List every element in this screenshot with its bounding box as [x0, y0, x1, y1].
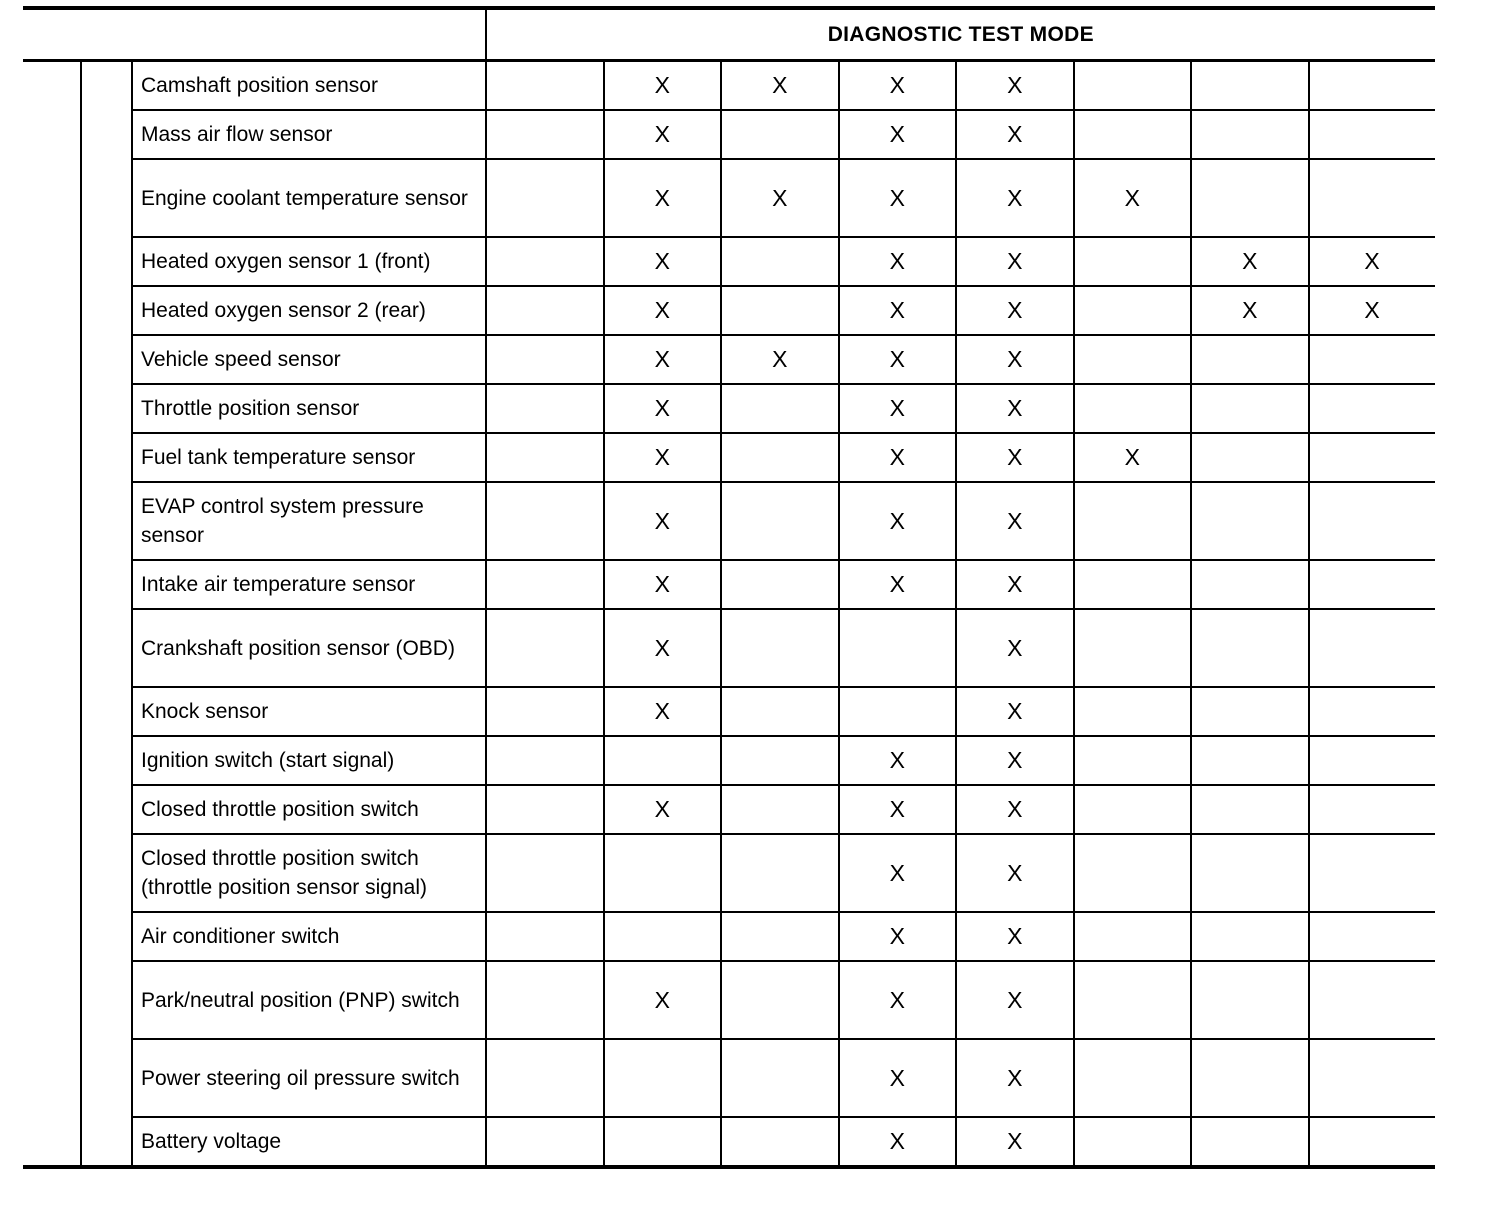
mode-cell-5: X [956, 1039, 1074, 1117]
mode-cell-2: X [604, 159, 722, 237]
table-row [23, 912, 1435, 961]
mode-cell-7 [1191, 785, 1309, 834]
mode-cell-3 [721, 1039, 839, 1117]
mode-cell-4: X [839, 384, 957, 433]
mode-cell-4: X [839, 159, 957, 237]
mode-cell-7 [1191, 834, 1309, 912]
item-label: Park/neutral position (PNP) switch [132, 961, 486, 1039]
mode-cell-1 [486, 1117, 604, 1167]
mode-cell-8 [1309, 110, 1435, 159]
mode-cell-5: X [956, 560, 1074, 609]
header-row [23, 8, 1435, 61]
mode-cell-5: X [956, 609, 1074, 687]
mode-cell-3 [721, 834, 839, 912]
item-label: Air conditioner switch [132, 912, 486, 961]
mode-cell-1 [486, 785, 604, 834]
mode-cell-4: X [839, 286, 957, 335]
mode-cell-3 [721, 961, 839, 1039]
mode-cell-3: X [721, 61, 839, 111]
mode-cell-8 [1309, 1117, 1435, 1167]
mode-cell-2: X [604, 609, 722, 687]
mode-cell-2: X [604, 110, 722, 159]
mode-cell-5: X [956, 736, 1074, 785]
mode-cell-2 [604, 1117, 722, 1167]
mode-cell-3 [721, 384, 839, 433]
item-label: Closed throttle position switch [132, 785, 486, 834]
mode-cell-5: X [956, 61, 1074, 111]
mode-cell-5: X [956, 384, 1074, 433]
mode-cell-2 [604, 834, 722, 912]
mode-cell-3: X [721, 335, 839, 384]
mode-cell-8: X [1309, 237, 1435, 286]
mode-cell-8 [1309, 834, 1435, 912]
mode-cell-3 [721, 736, 839, 785]
item-label: Fuel tank temperature sensor [132, 433, 486, 482]
mode-cell-5: X [956, 1117, 1074, 1167]
mode-cell-7 [1191, 560, 1309, 609]
header-blank-cell [23, 8, 486, 61]
mode-cell-2 [604, 912, 722, 961]
mode-cell-8 [1309, 482, 1435, 560]
mode-cell-8 [1309, 433, 1435, 482]
mode-cell-4: X [839, 1117, 957, 1167]
mode-cell-2: X [604, 433, 722, 482]
mode-cell-3 [721, 286, 839, 335]
mode-cell-2: X [604, 286, 722, 335]
mode-cell-7 [1191, 384, 1309, 433]
item-label: Engine coolant temperature sensor [132, 159, 486, 237]
mode-cell-3 [721, 110, 839, 159]
mode-cell-6 [1074, 912, 1192, 961]
mode-cell-4: X [839, 834, 957, 912]
mode-cell-5: X [956, 834, 1074, 912]
item-label: Heated oxygen sensor 1 (front) [132, 237, 486, 286]
mode-cell-3 [721, 1117, 839, 1167]
table-row [23, 560, 1435, 609]
mode-cell-8 [1309, 687, 1435, 736]
mode-cell-7 [1191, 912, 1309, 961]
item-label: EVAP control system pressure sensor [132, 482, 486, 560]
diagnostic-test-mode-header: DIAGNOSTIC TEST MODE [486, 8, 1435, 61]
mode-cell-8: X [1309, 286, 1435, 335]
mode-cell-6 [1074, 237, 1192, 286]
mode-cell-7 [1191, 961, 1309, 1039]
mode-cell-4: X [839, 736, 957, 785]
mode-cell-7 [1191, 482, 1309, 560]
group-column-outer [23, 61, 81, 1168]
mode-cell-1 [486, 482, 604, 560]
item-label: Camshaft position sensor [132, 61, 486, 111]
mode-cell-1 [486, 961, 604, 1039]
mode-cell-2: X [604, 335, 722, 384]
mode-cell-1 [486, 560, 604, 609]
table-row [23, 961, 1435, 1039]
mode-cell-2: X [604, 687, 722, 736]
mode-cell-2: X [604, 482, 722, 560]
group-column-inner [81, 61, 132, 1168]
mode-cell-6 [1074, 1039, 1192, 1117]
mode-cell-6 [1074, 834, 1192, 912]
mode-cell-1 [486, 736, 604, 785]
mode-cell-7 [1191, 433, 1309, 482]
mode-cell-1 [486, 286, 604, 335]
mode-cell-6 [1074, 736, 1192, 785]
mode-cell-4: X [839, 61, 957, 111]
mode-cell-5: X [956, 110, 1074, 159]
mode-cell-8 [1309, 1039, 1435, 1117]
mode-cell-6 [1074, 110, 1192, 159]
mode-cell-6: X [1074, 159, 1192, 237]
table-row [23, 609, 1435, 687]
mode-cell-7 [1191, 609, 1309, 687]
mode-cell-1 [486, 237, 604, 286]
mode-cell-7 [1191, 335, 1309, 384]
mode-cell-6 [1074, 61, 1192, 111]
mode-cell-4 [839, 609, 957, 687]
mode-cell-6 [1074, 560, 1192, 609]
mode-cell-4: X [839, 433, 957, 482]
table-row [23, 61, 1435, 111]
mode-cell-1 [486, 159, 604, 237]
table-row [23, 785, 1435, 834]
item-label: Closed throttle position switch (throttle position sensor signal) [132, 834, 486, 912]
mode-cell-1 [486, 110, 604, 159]
mode-cell-1 [486, 609, 604, 687]
mode-cell-1 [486, 384, 604, 433]
mode-cell-5: X [956, 482, 1074, 560]
mode-cell-2: X [604, 785, 722, 834]
mode-cell-7 [1191, 736, 1309, 785]
mode-cell-5: X [956, 286, 1074, 335]
mode-cell-5: X [956, 912, 1074, 961]
table-row [23, 736, 1435, 785]
table-row [23, 687, 1435, 736]
mode-cell-4: X [839, 912, 957, 961]
mode-cell-8 [1309, 384, 1435, 433]
mode-cell-8 [1309, 335, 1435, 384]
mode-cell-1 [486, 1039, 604, 1117]
mode-cell-7 [1191, 1039, 1309, 1117]
table-body [23, 8, 1435, 1167]
mode-cell-1 [486, 433, 604, 482]
mode-cell-2: X [604, 237, 722, 286]
mode-cell-4 [839, 687, 957, 736]
mode-cell-2 [604, 736, 722, 785]
mode-cell-8 [1309, 912, 1435, 961]
mode-cell-2: X [604, 560, 722, 609]
mode-cell-4: X [839, 1039, 957, 1117]
mode-cell-6 [1074, 687, 1192, 736]
mode-cell-7 [1191, 1117, 1309, 1167]
mode-cell-8 [1309, 159, 1435, 237]
mode-cell-3 [721, 912, 839, 961]
mode-cell-4: X [839, 110, 957, 159]
mode-cell-8 [1309, 785, 1435, 834]
mode-cell-6 [1074, 609, 1192, 687]
item-label: Heated oxygen sensor 2 (rear) [132, 286, 486, 335]
mode-cell-3 [721, 687, 839, 736]
item-label: Vehicle speed sensor [132, 335, 486, 384]
mode-cell-8 [1309, 961, 1435, 1039]
mode-cell-3: X [721, 159, 839, 237]
mode-cell-4: X [839, 961, 957, 1039]
mode-cell-7 [1191, 110, 1309, 159]
table-row [23, 159, 1435, 237]
mode-cell-5: X [956, 785, 1074, 834]
mode-cell-6 [1074, 482, 1192, 560]
mode-cell-2: X [604, 384, 722, 433]
mode-cell-1 [486, 335, 604, 384]
mode-cell-4: X [839, 482, 957, 560]
mode-cell-4: X [839, 560, 957, 609]
table-row [23, 1039, 1435, 1117]
table-row [23, 482, 1435, 560]
mode-cell-2: X [604, 961, 722, 1039]
table-row [23, 433, 1435, 482]
item-label: Power steering oil pressure switch [132, 1039, 486, 1117]
mode-cell-5: X [956, 687, 1074, 736]
mode-cell-6 [1074, 1117, 1192, 1167]
mode-cell-6 [1074, 335, 1192, 384]
mode-cell-2: X [604, 61, 722, 111]
mode-cell-6 [1074, 286, 1192, 335]
mode-cell-3 [721, 560, 839, 609]
mode-cell-8 [1309, 609, 1435, 687]
mode-cell-7: X [1191, 237, 1309, 286]
item-label: Knock sensor [132, 687, 486, 736]
mode-cell-2 [604, 1039, 722, 1117]
mode-cell-6 [1074, 384, 1192, 433]
item-label: Crankshaft position sensor (OBD) [132, 609, 486, 687]
mode-cell-4: X [839, 237, 957, 286]
table-row [23, 335, 1435, 384]
mode-cell-6: X [1074, 433, 1192, 482]
mode-cell-7 [1191, 687, 1309, 736]
item-label: Mass air flow sensor [132, 110, 486, 159]
mode-cell-7 [1191, 159, 1309, 237]
mode-cell-1 [486, 687, 604, 736]
mode-cell-5: X [956, 237, 1074, 286]
mode-cell-7: X [1191, 286, 1309, 335]
item-label: Battery voltage [132, 1117, 486, 1167]
mode-cell-7 [1191, 61, 1309, 111]
mode-cell-5: X [956, 961, 1074, 1039]
mode-cell-3 [721, 433, 839, 482]
diagnostic-test-mode-table [23, 6, 1435, 1169]
mode-cell-5: X [956, 335, 1074, 384]
mode-cell-1 [486, 912, 604, 961]
mode-cell-3 [721, 237, 839, 286]
mode-cell-8 [1309, 736, 1435, 785]
mode-cell-1 [486, 834, 604, 912]
table-row [23, 1117, 1435, 1167]
table-row [23, 110, 1435, 159]
item-label: Throttle position sensor [132, 384, 486, 433]
mode-cell-1 [486, 61, 604, 111]
mode-cell-8 [1309, 61, 1435, 111]
mode-cell-6 [1074, 961, 1192, 1039]
mode-cell-6 [1074, 785, 1192, 834]
item-label: Intake air temperature sensor [132, 560, 486, 609]
mode-cell-5: X [956, 159, 1074, 237]
mode-cell-8 [1309, 560, 1435, 609]
table-row [23, 286, 1435, 335]
mode-cell-3 [721, 482, 839, 560]
table-row [23, 834, 1435, 912]
mode-cell-4: X [839, 335, 957, 384]
table-row [23, 237, 1435, 286]
mode-cell-5: X [956, 433, 1074, 482]
item-label: Ignition switch (start signal) [132, 736, 486, 785]
table-row [23, 384, 1435, 433]
mode-cell-4: X [839, 785, 957, 834]
mode-cell-3 [721, 785, 839, 834]
mode-cell-3 [721, 609, 839, 687]
